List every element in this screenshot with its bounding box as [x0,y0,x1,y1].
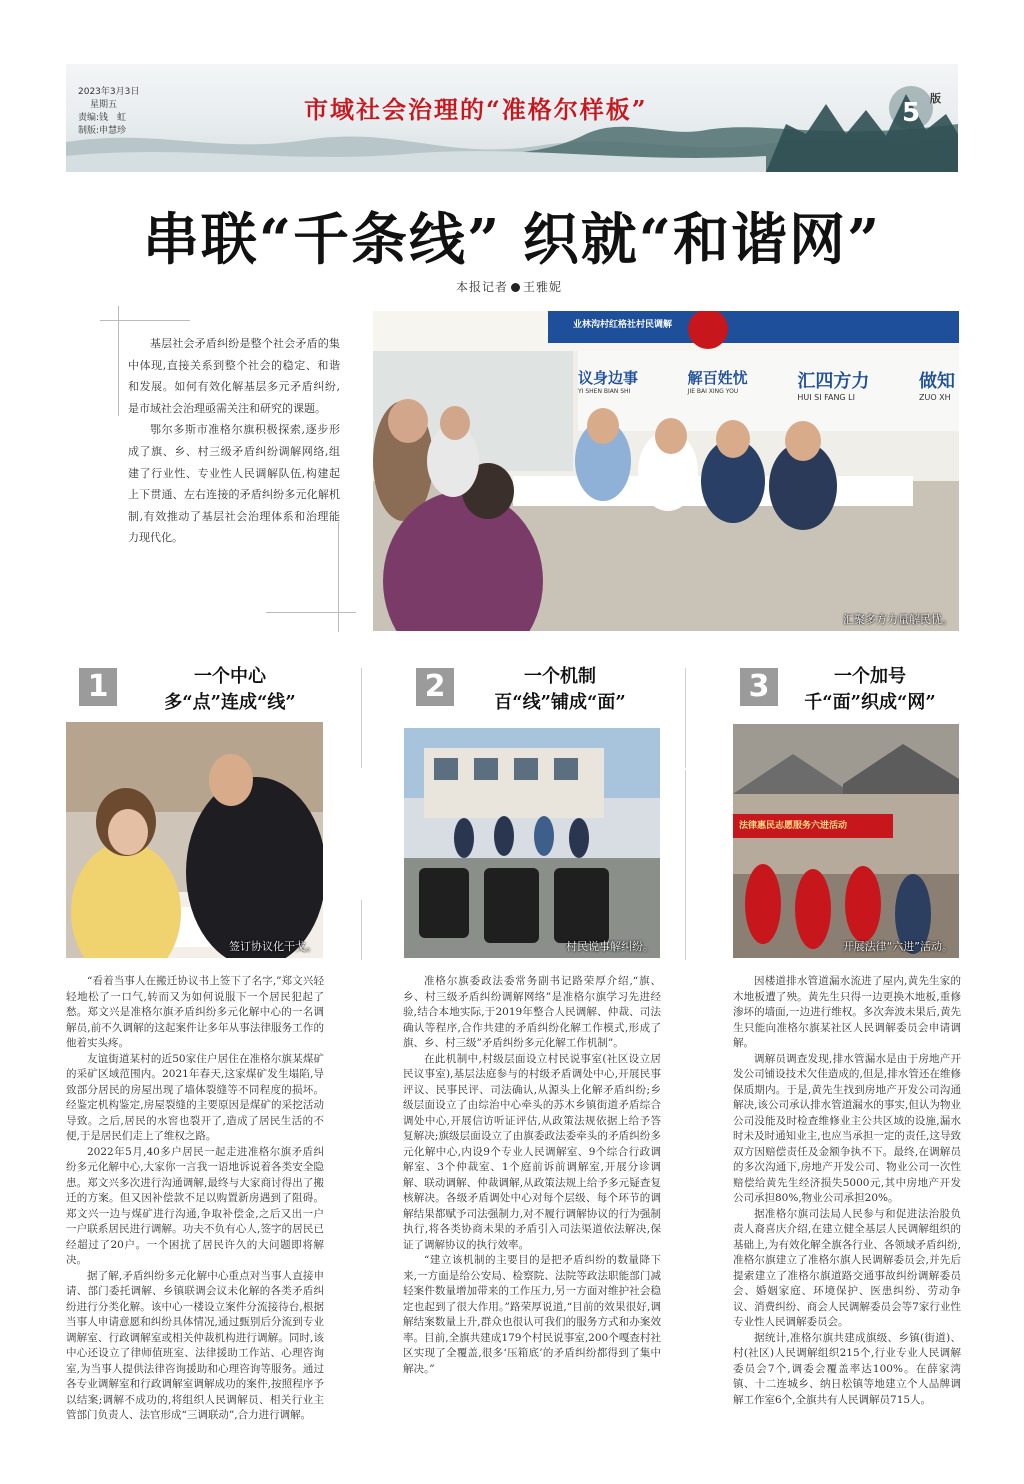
photo-caption: 签订协议化干戈。 [229,940,317,953]
section3-body [733,974,961,1408]
column-divider [361,668,362,768]
layout-credit: 制版:申慧珍 [78,126,127,136]
section-heading [770,664,970,716]
body-paragraph: 据统计,准格尔旗共建成旗级、乡镇(街道)、村(社区)人民调解组织215个,行业专业人民调解委员会7个,调委会覆盖率达100%。在薛家湾镇、十二连城乡、纳日松镇等地建立个人品牌调解工作室6个,全旗共有人民调解员715人。 [733,1331,961,1406]
section1-body [66,974,324,1424]
frame-line [100,320,190,321]
body-paragraph: “看着当事人在搬迁协议书上签下了名字,”郑文兴轻轻地松了一口气,转而又为如何说服下一个居民犯起了愁。郑文兴是准格尔旗矛盾纠纷多元化解中心的一名调解员,前不久调解的这起案件让多年从事法律服务工作的他着实头疼。 [66,975,324,1049]
photo-caption: 开展法律“六进”活动。 [842,940,953,953]
frame-line [118,306,119,416]
signing-scene-illustration [66,722,323,958]
wall-sign-pinyin: YI SHEN BIAN SHI [578,388,631,395]
body-paragraph: “建立该机制的主要目的是把矛盾纠纷的数量降下来,一方面是给公安局、检察院、法院等政法职能部门减轻案件数量增加带来的工作压力,另一方面对维护社会稳定也起到了很大作用。”路荣厚说道,“目前的效果很好,调解结案数量上升,群众也很认可我们的服务方式和办案效率。目前,全旗共建成179个村民说事室,200个嘎查村社区实现了全覆盖,很多‘压箱底’的矛盾纠纷都得到了集中解决。” [403,1254,661,1375]
village-meeting-illustration [404,728,660,958]
intro-paragraph: 基层社会矛盾纠纷是整个社会矛盾的集中体现,直接关系到整个社会的稳定、和谐和发展。如何有效化解基层多元矛盾纠纷,是市域社会治理亟需关注和研究的课题。 [128,337,340,415]
intro-text [128,333,340,549]
frame-line [266,612,356,613]
body-paragraph: 据准格尔旗司法局人民参与和促进法治股负责人裔喜庆介绍,在建立健全基层人民调解组织的基础上,为有效化解全旗各行业、各领域矛盾纠纷,准格尔旗建立了准格尔旗人民调解委员会,并先后提索建立了准格尔旗道路交通事故纠纷调解委员会、婚姻家庭、环境保护、医患纠纷、劳动争议、消费纠纷、商会人民调解委员会等7家行业性专业性人民调解委员会。 [733,1207,961,1328]
wall-sign [919,367,955,402]
column-divider [685,668,686,768]
outdoor-event-illustration [733,724,959,958]
section-heading-line: 千“面”织成“网” [804,692,936,713]
section-heading-line: 百“线”铺成“面” [494,692,626,713]
photo-caption: 村民说事解纠纷。 [566,940,654,953]
wall-sign-text: 做知 [919,371,955,392]
section-heading [450,664,670,716]
issue-weekday: 星期五 [90,100,118,110]
wall-sign [578,367,638,402]
section3-photo [733,724,959,958]
section-heading-line: 多“点”连成“线” [164,692,296,713]
wall-sign-pinyin: ZUO XH [919,393,951,402]
editor-credit: 责编:钱 虹 [78,113,127,123]
section-heading-line: 一个机制 [524,666,596,687]
section-number: 2 [416,668,454,706]
body-paragraph: 2022年5月,40多户居民一起走进准格尔旗矛盾纠纷多元化解中心,大家你一言我一语地诉说着各类安全隐患。郑文兴多次进行沟通调解,最终与大家商讨得出了搬迁的方案。但又因补偿款不足以购置新房遇到了阻碍。郑文兴一边与煤矿进行沟通,争取补偿金,之后又出一户一户联系居民进行调解。功夫不负有心人,签字的居民已经超过了20户。一个困扰了居民许久的大问题即将解决。 [66,1145,324,1266]
section2-body [403,974,661,1377]
body-paragraph: 准格尔旗委政法委常务副书记路荣厚介绍,“旗、乡、村三级矛盾纠纷调解网络”是准格尔旗学习先进经验,结合本地实际,于2019年整合人民调解、仲裁、司法确认等程序,合作共建的矛盾纠纷化解工作模式,形成了旗、乡、村三级”矛盾纠纷多元化解工作机制”。 [403,975,661,1049]
meeting-scene-illustration [373,311,959,631]
main-headline: 串联“千条线” 织就“和谐网” [142,207,882,273]
section2-photo [404,728,660,958]
wall-sign-text: 议身边事 [578,369,639,387]
section-heading-line: 一个中心 [194,666,266,687]
event-banner-text: 法律惠民志愿服务六进活动 [739,821,848,831]
page-label: 版 [930,92,941,105]
wall-sign [797,367,869,402]
column-divider [361,900,362,960]
body-paragraph: 在此机制中,村级层面设立村民说事室(社区设立居民议事室),基层法庭参与的村级矛盾调处中心,开展民事评议、民事民评、司法确认,从源头上化解矛盾纠纷;乡级层面设立了由综治中心牵头的苏木乡镇街道矛盾综合调处中心,开展信访听证评估,从政策法规依据上给予答复解决;旗级层面设立了由旗委政法委牵头的矛盾纠纷多元化解中心,内设9个专业人民调解室、9个综合行政调解室、3个仲裁室、1个庭前诉前调解室,开展分诊调解、联动调解、仲裁调解,从政策法规上给予多元疑查复核解决。各级矛盾调处中心对每个层级、每个环节的调解结果都赋予司法强制力,对不履行调解协议的行为强制执行,将各类协商未果的矛盾引入司法渠道依法解决,保证了调解协议的执行效率。 [403,1052,661,1251]
wall-signs [578,367,959,402]
section-heading-line: 一个加号 [834,666,906,687]
wall-sign-pinyin: JIE BAI XING YOU [687,388,739,395]
page-number: 5 [902,98,921,128]
section-title: 市域社会治理的“准格尔样板” [304,95,648,124]
section-number: 1 [79,668,117,706]
wall-sign-text: 汇四方力 [797,371,870,392]
masthead-banner [66,64,958,172]
intro-paragraph: 鄂尔多斯市准格尔旗积极探索,逐步形成了旗、乡、村三级矛盾纠纷调解网络,组建了行业性、专业性人民调解队伍,构建起上下贯通、左右连接的矛盾纠纷多元化解机制,有效推动了基层社会治理体系和治理能力现代化。 [128,423,340,545]
section-number: 3 [740,668,778,706]
section1-photo [66,722,323,958]
wall-sign-text: 解百姓忧 [687,369,748,387]
column-divider [685,770,686,960]
wall-banner-text: 业林沟村红格社村民调解 [573,320,673,330]
body-paragraph: 调解员调查发现,排水管漏水是由于房地产开发公司铺设技术欠佳造成的,但是,排水管还在维修保质期内。于是,黄先生找到房地产开发公司沟通解决,该公司承认排水管道漏水的事实,但认为物业公司没能及时检查维修业主公共区域的设施,漏水时未及时通知业主,也应当承担一定的责任,这导致双方因赔偿责任及金额争执不下。最终,在调解员的多次沟通下,房地产开发公司、物业公司一次性赔偿给黄先生经济损失5000元,其中房地产开发公司承担80%,物业公司承担20%。 [733,1052,961,1204]
photo-caption: 汇聚多方力量解民忧。 [843,613,953,626]
body-paragraph: 友谊街道某村的近50家住户居住在准格尔旗某煤矿的采矿区域范围内。2021年春天,这家煤矿发生塌陷,导致部分居民的房屋出现了墙体裂缝等不同程度的损坏。经鉴定机构鉴定,房屋裂缝的主要原因是煤矿的采挖活动导致。之后,居民的水窖也裂开了,造成了居民生活的不便,于是居民们走上了维权之路。 [66,1052,324,1142]
bullet-dot [511,283,520,292]
issue-date: 2023年3月3日 [78,87,140,97]
body-paragraph: 因楼道排水管道漏水流进了屋内,黄先生家的木地板遭了殃。黄先生只得一边更换木地板,重修渗坏的墙面,一边进行维权。多次奔波未果后,黄先生只能向准格尔旗某社区人民调解委员会申请调解。 [733,975,961,1049]
byline [456,278,562,295]
section-heading [120,664,340,716]
wall-sign [688,367,748,402]
meeting-photo [373,311,959,631]
byline-prefix: 本报记者 [456,280,509,294]
byline-author: 王雅妮 [523,280,563,294]
wall-sign-pinyin: HUI SI FANG LI [797,393,855,402]
body-paragraph: 据了解,矛盾纠纷多元化解中心重点对当事人直接申请、部门委托调解、乡镇联调会议未化解的各类矛盾纠纷进行分类化解。该中心一楼设立案件分流接待台,根据当事人申请意愿和纠纷具体情况,通过甄别后分流到专业调解室、行政调解室或相关仲裁机构进行调解。同时,该中心还设立了律师值班室、法律援助工作站、心理咨询室,为当事人提供法律咨询援助和心理咨询等服务。通过各专业调解室和行政调解室调解成功的案件,按照程序予以结案;调解不成功的,将组织人民调解员、相关行业主管部门负责人、法官形成“三调联动”,合力进行调解。 [66,1269,324,1421]
